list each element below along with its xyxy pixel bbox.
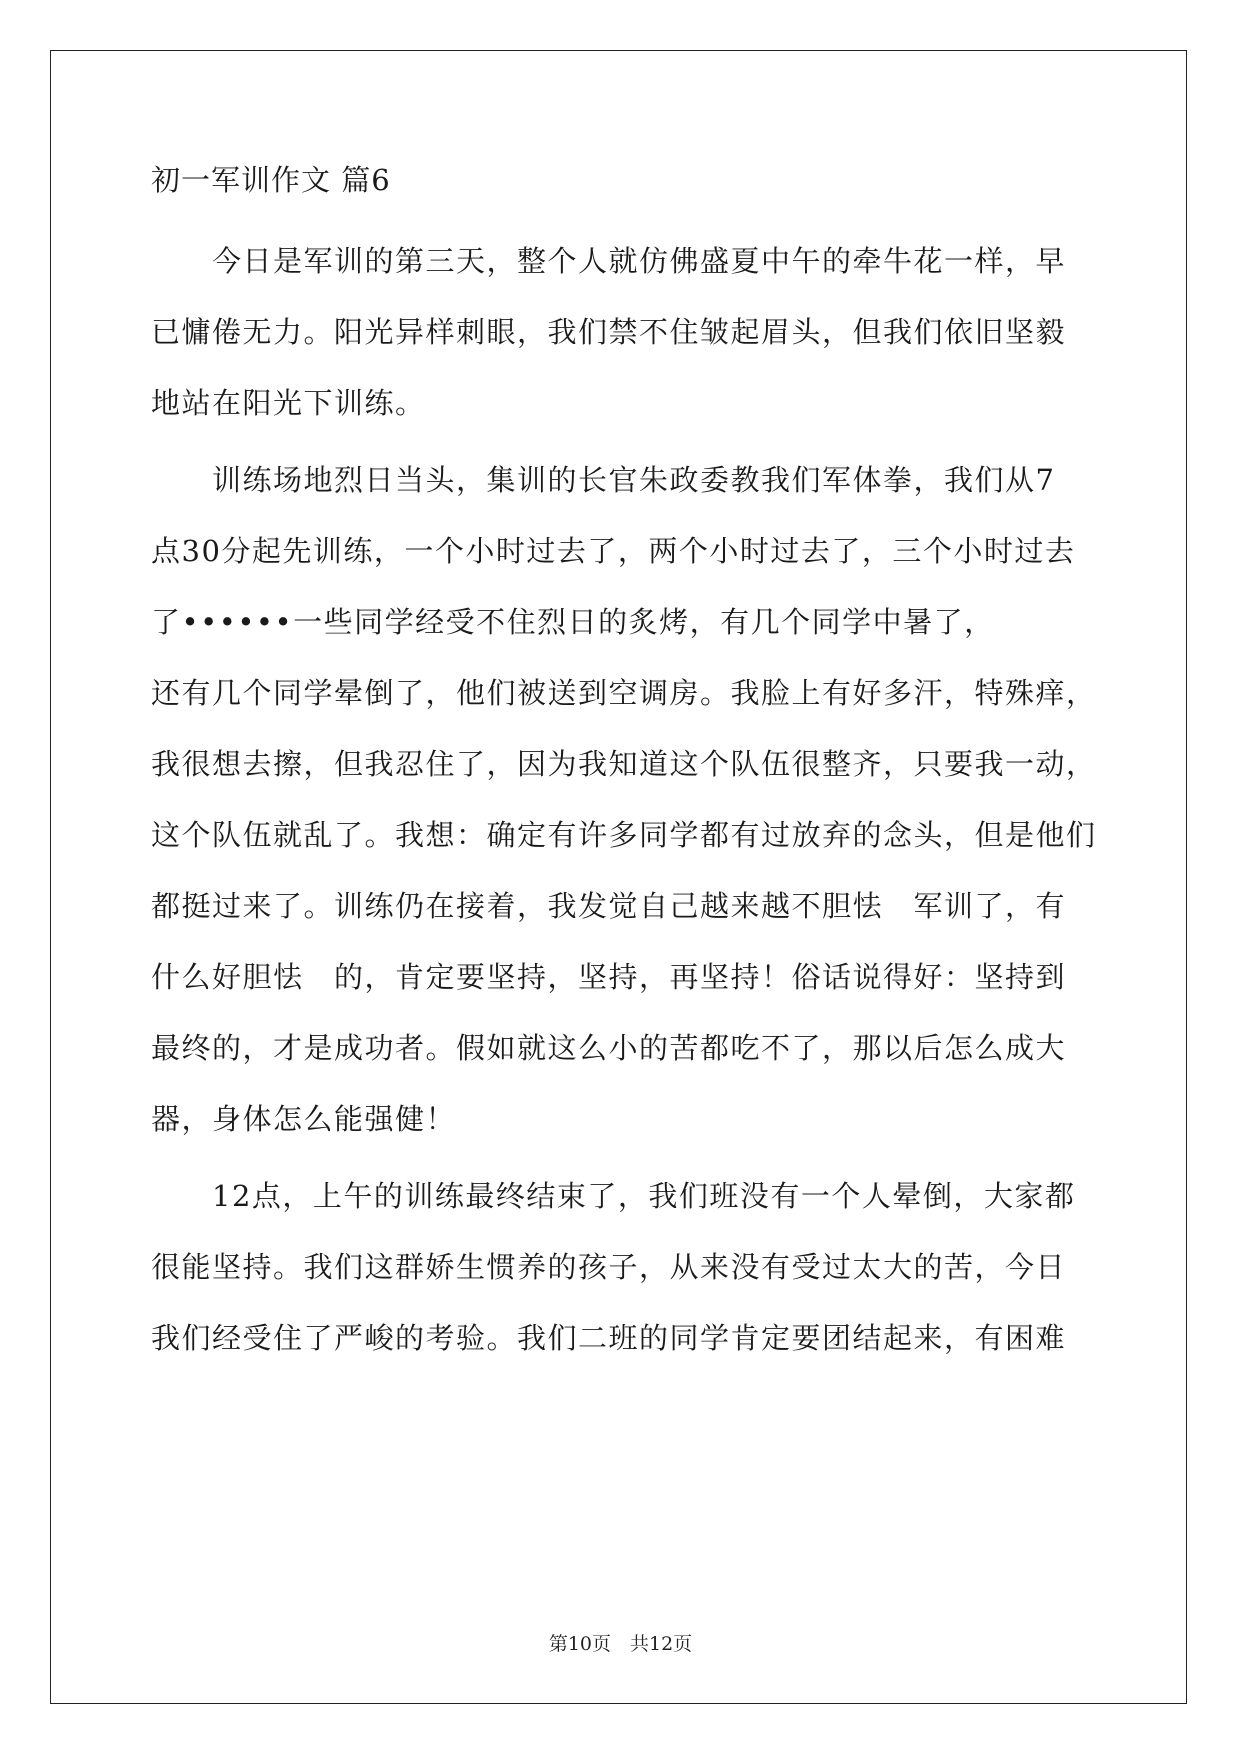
page-border xyxy=(50,50,1187,1704)
text-line: 我们经受住了严峻的考验。我们二班的同学肯定要团结起来，有困难 xyxy=(151,1321,1067,1355)
text-line: 我很想去擦，但我忍住了，因为我知道这个队伍很整齐，只要我一动， xyxy=(151,747,1097,781)
text-line: 训练场地烈日当头，集训的长官朱政委教我们军体拳，我们从7 xyxy=(151,463,1056,497)
text-line: 都挺过来了。训练仍在接着，我发觉自己越来越不胆怯 军训了，有 xyxy=(151,889,1067,923)
essay-heading: 初一军训作文 篇6 xyxy=(151,163,391,197)
page-number: 第10页 共12页 xyxy=(548,1633,693,1655)
document-body xyxy=(151,163,1097,1355)
text-line: 地站在阳光下训练。 xyxy=(151,386,426,420)
text-line: 这个队伍就乱了。我想：确定有许多同学都有过放弃的念头，但是他们 xyxy=(151,818,1097,852)
text-line: 器，身体怎么能强健！ xyxy=(151,1102,457,1136)
text-line: 了••••••一些同学经受不住烈日的炙烤，有几个同学中暑了， xyxy=(151,605,995,639)
text-line: 最终的，才是成功者。假如就这么小的苦都吃不了，那以后怎么成大 xyxy=(151,1031,1067,1065)
text-line: 已慵倦无力。阳光异样刺眼，我们禁不住皱起眉头，但我们依旧坚毅 xyxy=(151,315,1067,349)
text-line: 点30分起先训练，一个小时过去了，两个小时过去了，三个小时过去 xyxy=(151,534,1076,568)
text-line: 什么好胆怯 的，肯定要坚持，坚持，再坚持！俗话说得好：坚持到 xyxy=(151,960,1067,994)
text-line: 12点，上午的训练最终结束了，我们班没有一个人晕倒，大家都 xyxy=(151,1179,1076,1213)
text-line: 今日是军训的第三天，整个人就仿佛盛夏中午的牵牛花一样，早 xyxy=(151,244,1067,278)
text-line: 很能坚持。我们这群娇生惯养的孩子，从来没有受过太大的苦，今日 xyxy=(151,1250,1067,1284)
text-line: 还有几个同学晕倒了，他们被送到空调房。我脸上有好多汗，特殊痒， xyxy=(151,676,1097,710)
